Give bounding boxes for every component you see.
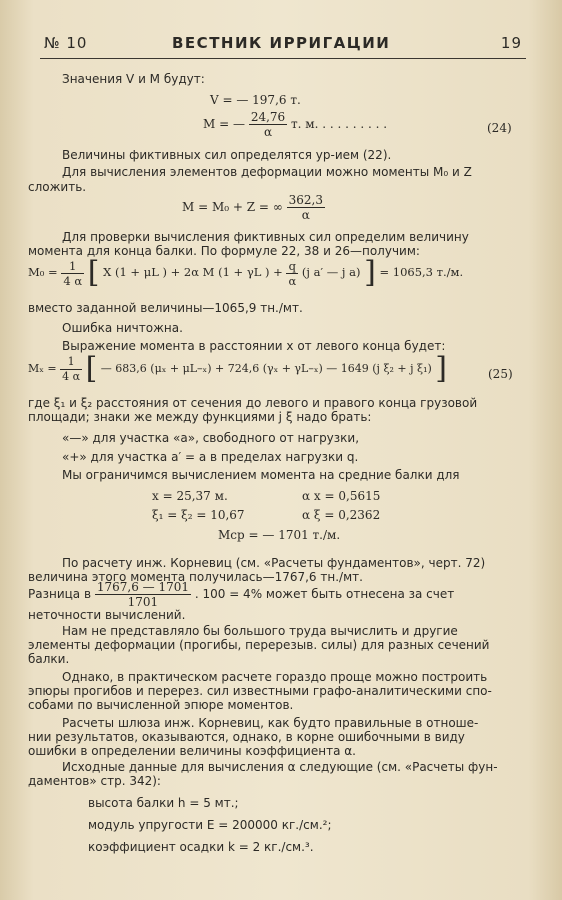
text-line: Величины фиктивных сил определятся ур-ием (22). bbox=[62, 148, 392, 162]
text-line: Ошибка ничтожна. bbox=[62, 321, 183, 335]
text-line: Для проверки вычисления фиктивных сил определим величину bbox=[62, 230, 469, 244]
text-line: коэффициент осадки k = 2 кг./см.³. bbox=[88, 840, 314, 854]
text-line: высота балки h = 5 мт.; bbox=[88, 796, 239, 810]
value-alpha-x: α x = 0,5615 bbox=[302, 489, 381, 503]
text-line: собами по вычисленной эпюре моментов. bbox=[28, 698, 294, 712]
running-header bbox=[44, 34, 522, 56]
text-line: эпюры прогибов и перерез. сил известными графо-аналитическими спо- bbox=[28, 684, 492, 698]
text-line: Нам не представляло бы большого труда вычислить и другие bbox=[62, 624, 458, 638]
text-line: Выражение момента в расстоянии x от левого конца будет: bbox=[62, 339, 446, 353]
text-line: Исходные данные для вычисления α следующие (см. «Расчеты фун- bbox=[62, 760, 498, 774]
value-alpha-xi: α ξ = 0,2362 bbox=[302, 508, 381, 522]
text-line: Для вычисления элементов деформации можно моменты M₀ и Z bbox=[62, 165, 472, 179]
equation-m: M = — $\frac{24,76}{\alpha}$ т. м. . . . . . . . . . bbox=[203, 110, 388, 139]
text-line: ошибки в определении величины коэффициента α. bbox=[28, 744, 356, 758]
text-line: Однако, в практическом расчете гораздо проще можно построить bbox=[62, 670, 488, 684]
equation-mz: M = M₀ + Z = ∞ $\frac{362,3}{\alpha}$ bbox=[182, 193, 323, 222]
equation-number: (25) bbox=[488, 367, 513, 381]
text-line: где ξ₁ и ξ₂ расстояния от сечения до левого и правого конца грузовой bbox=[28, 396, 478, 410]
equation-v: V = — 197,6 т. bbox=[210, 93, 301, 107]
text-line: По расчету инж. Корневиц (см. «Расчеты фундаментов», черт. 72) bbox=[62, 556, 486, 570]
equation-mx: Mₓ = $\frac{1}{4 \alpha}$ [ — 683,6 (μₓ + μL–ₓ) + 724,6 (γₓ + γL–ₓ) — 1649 (j ξ₂ + j ξ₁) ] bbox=[28, 351, 448, 386]
text-line: элементы деформации (прогибы, перерезыв. силы) для разных сечений bbox=[28, 638, 490, 652]
text-line: Значения V и M будут: bbox=[62, 72, 205, 86]
text-line: «—» для участка «a», свободного от нагрузки, bbox=[62, 431, 360, 445]
equation-number: (24) bbox=[487, 121, 512, 135]
value-m-mid: Mср = — 1701 т./м. bbox=[218, 528, 341, 542]
issue-number: № 10 bbox=[44, 34, 88, 52]
text-line: момента для конца балки. По формуле 22, 38 и 26—получим: bbox=[28, 244, 420, 258]
journal-title: ВЕСТНИК ИРРИГАЦИИ bbox=[172, 34, 391, 52]
value-xi: ξ₁ = ξ₂ = 10,67 bbox=[152, 508, 245, 522]
text-line: «+» для участка a′ = a в пределах нагрузки q. bbox=[62, 450, 359, 464]
header-rule bbox=[40, 58, 526, 59]
text-line: нии результатов, оказываются, однако, в корне ошибочными в виду bbox=[28, 730, 465, 744]
text-line: неточности вычислений. bbox=[28, 608, 186, 622]
equation-mo: M₀ = $\frac{1}{4 \alpha}$ [ X (1 + μL ) + 2α M (1 + γL ) + $\frac{q}{\alpha}$ (j a′ — j a) ] = 1065,3 т./м. bbox=[28, 255, 464, 290]
difference-line: Разница в $\frac{1767,6 — 1701}{1701}$ . 100 = 4% может быть отнесена за счет bbox=[28, 580, 455, 609]
text-line: Мы ограничимся вычислением момента на средние балки для bbox=[62, 468, 460, 482]
text-line: балки. bbox=[28, 652, 70, 666]
text-line: даментов» стр. 342): bbox=[28, 774, 161, 788]
value-x: x = 25,37 м. bbox=[152, 489, 228, 503]
page-number: 19 bbox=[500, 34, 522, 52]
text-line: величина этого момента получилась—1767,6 тн./мт. bbox=[28, 570, 363, 584]
text-line: вместо заданной величины—1065,9 тн./мт. bbox=[28, 301, 303, 315]
text-line: сложить. bbox=[28, 180, 87, 194]
text-line: Расчеты шлюза инж. Корневиц, как будто правильные в отноше- bbox=[62, 716, 479, 730]
text-line: модуль упругости E = 200000 кг./см.²; bbox=[88, 818, 332, 832]
text-line: площади; знаки же между функциями j ξ надо брать: bbox=[28, 410, 372, 424]
